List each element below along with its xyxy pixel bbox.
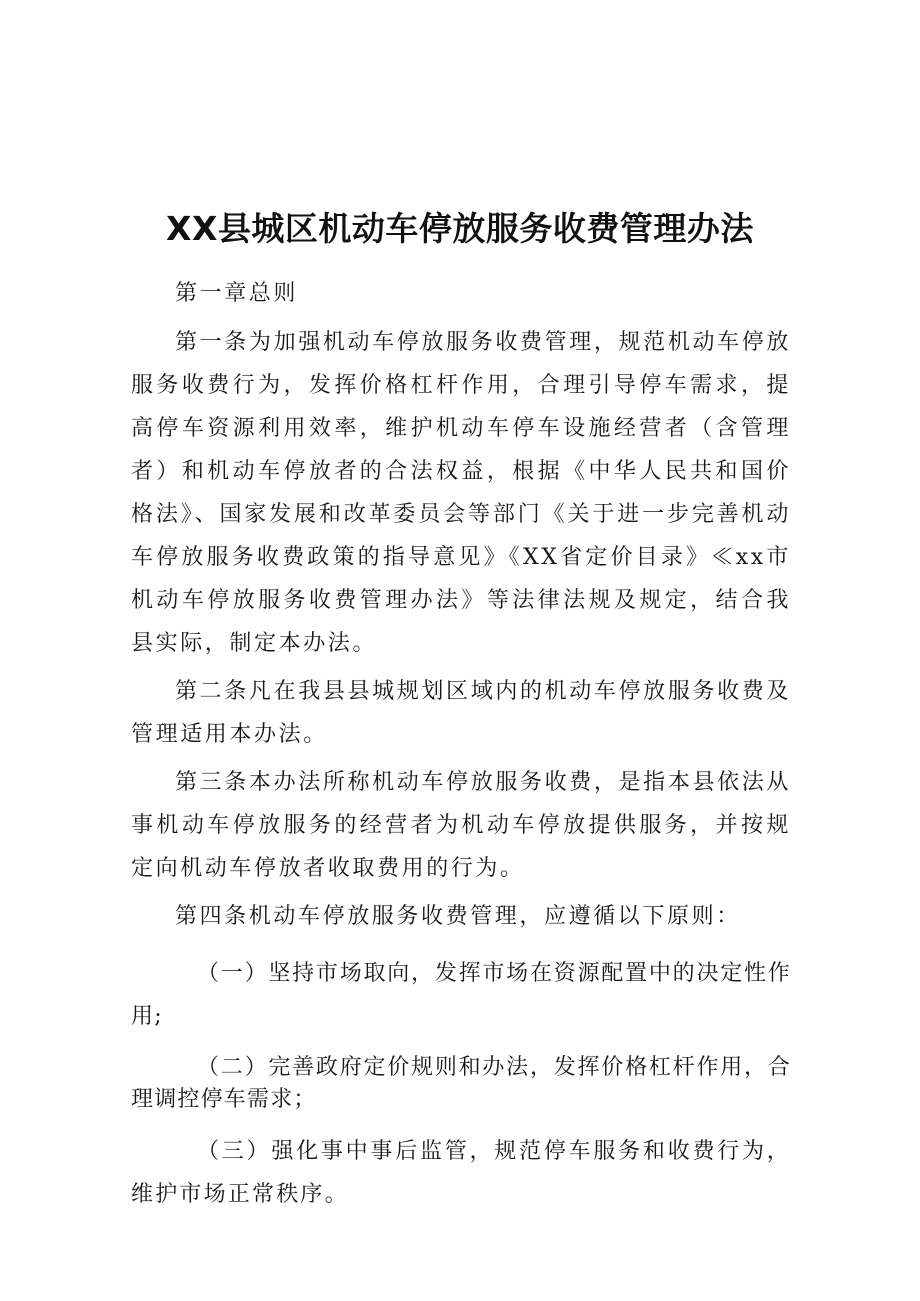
article-2-paragraph: 第二条凡在我县县城规划区域内的机动车停放服务收费及管理适用本办法。 <box>131 679 791 747</box>
chapter-heading: 第一章总则 <box>175 281 299 306</box>
document-body <box>131 272 791 1216</box>
principle-item-2: （二）完善政府定价规则和办法，发挥价格杠杆作用，合理调控停车需求； <box>131 1055 791 1112</box>
article-1-paragraph: 第一条为加强机动车停放服务收费管理，规范机动车停放服务收费行为，发挥价格杠杆作用，合理引导停车需求，提高停车资源利用效率，维护机动车停车设施经营者（含管理者）和机动车停放者的合法权益，根据《中华人民共和国价格法》、国家发展和改革委员会等部门《关于进一步完善机动车停放服务收费政策的指导意见》《XX省定价目录》≪xx市机动车停放服务收费管理办法》等法律法规及规定，结合我县实际，制定本办法。 <box>131 330 791 656</box>
article-4-paragraph: 第四条机动车停放服务收费管理，应遵循以下原则： <box>175 904 741 929</box>
article-3-paragraph: 第三条本办法所称机动车停放服务收费，是指本县依法从事机动车停放服务的经营者为机动车停放提供服务，并按规定向机动车停放者收取费用的行为。 <box>131 770 791 881</box>
document-title: XX县城区机动车停放服务收费管理办法 <box>166 209 754 249</box>
principle-item-1: （一）坚持市场取向，发挥市场在资源配置中的决定性作用; <box>131 961 791 1029</box>
principle-item-3: （三）强化事中事后监管，规范停车服务和收费行为，维护市场正常秩序。 <box>131 1139 791 1207</box>
